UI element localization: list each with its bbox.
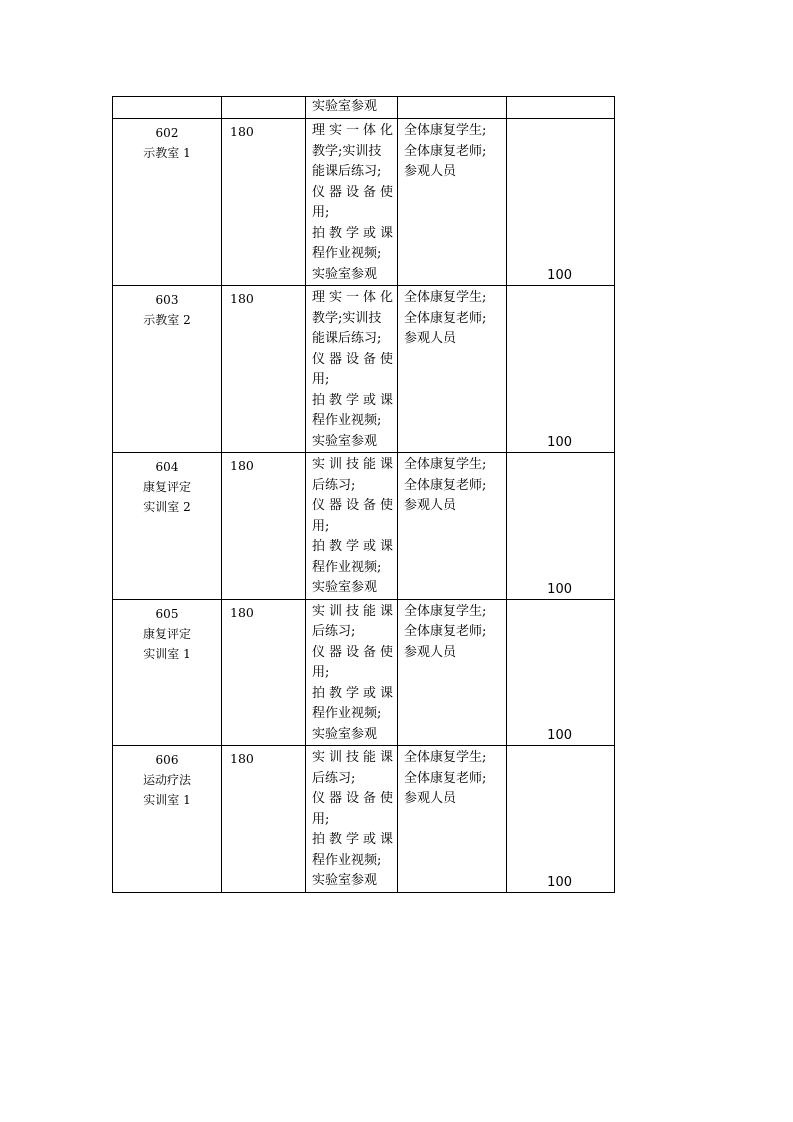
score-value: 100 <box>547 874 572 890</box>
hours-value: 180 <box>230 604 254 620</box>
content-line: 用; <box>312 372 330 387</box>
targets-cell <box>398 97 507 119</box>
room-label: 实训室 2 <box>143 500 191 514</box>
target-line: 全体康复老师; <box>404 624 487 639</box>
content-line: 后练习; <box>312 477 356 493</box>
content-line: 用; <box>312 665 330 680</box>
table-row <box>113 599 615 746</box>
room-cell <box>113 97 222 119</box>
table-body <box>113 97 615 893</box>
content-cell <box>306 453 398 600</box>
score-cell <box>507 599 615 746</box>
room-cell <box>113 119 222 286</box>
target-line: 参观人员 <box>404 164 457 179</box>
content-line: 实验室参观 <box>312 873 378 888</box>
target-line: 参观人员 <box>404 331 457 346</box>
hours-value: 180 <box>230 458 254 473</box>
content-cell <box>306 286 398 453</box>
target-line: 全体康复老师; <box>404 477 487 493</box>
content-line: 程作业视频; <box>312 852 382 868</box>
content-line: 程作业视频; <box>312 559 382 575</box>
score-cell <box>507 746 615 893</box>
target-line: 参观人员 <box>404 498 457 513</box>
room-label: 603 <box>155 293 179 307</box>
target-line: 全体康复老师; <box>404 310 487 326</box>
target-line: 全体康复老师; <box>404 770 487 786</box>
room-label: 康复评定 <box>142 480 191 494</box>
room-cell <box>113 746 222 893</box>
content-cell <box>306 746 398 893</box>
table-row <box>113 286 615 453</box>
target-line: 全体康复学生; <box>404 123 487 138</box>
content-line: 实验室参观 <box>312 266 378 282</box>
content-line: 实训技能课 <box>312 603 393 619</box>
room-label: 康复评定 <box>142 626 191 641</box>
hours-cell <box>222 746 306 893</box>
table-row-continuation <box>113 97 615 119</box>
targets-cell <box>398 746 507 893</box>
hours-cell <box>222 453 306 600</box>
content-line: 实训技能课 <box>312 457 393 472</box>
content-line: 教学;实训技 <box>312 143 382 159</box>
room-label: 605 <box>155 606 179 621</box>
content-line: 实验室参观 <box>312 433 378 449</box>
room-label: 604 <box>155 460 179 474</box>
room-label: 606 <box>155 753 179 767</box>
lab-usage-table <box>112 96 615 893</box>
content-line: 理实一体化 <box>312 123 393 138</box>
content-line: 程作业视频; <box>312 246 382 261</box>
hours-cell <box>222 97 306 119</box>
table-row <box>113 746 615 893</box>
target-line: 全体康复老师; <box>404 143 487 159</box>
hours-cell <box>222 286 306 453</box>
room-label: 示教室 1 <box>143 146 191 160</box>
content-line: 理实一体化 <box>312 290 393 305</box>
table-row <box>113 119 615 286</box>
room-cell <box>113 453 222 600</box>
score-value: 100 <box>547 268 572 283</box>
content-line: 仪器设备使 <box>312 791 393 806</box>
room-cell <box>113 286 222 453</box>
content-line: 实验室参观 <box>312 99 378 114</box>
content-line: 仪器设备使 <box>312 644 393 660</box>
target-line: 全体康复学生; <box>404 603 487 619</box>
targets-cell <box>398 453 507 600</box>
score-cell <box>507 453 615 600</box>
content-line: 程作业视频; <box>312 706 382 721</box>
content-line: 拍教学或课 <box>312 225 393 241</box>
score-value: 100 <box>547 435 572 450</box>
room-label: 实训室 1 <box>143 646 191 661</box>
target-line: 全体康复学生; <box>404 290 487 305</box>
content-line: 实验室参观 <box>312 726 378 742</box>
target-line: 参观人员 <box>404 644 457 660</box>
room-label: 示教室 2 <box>143 313 191 327</box>
content-line: 仪器设备使 <box>312 184 393 200</box>
content-line: 实验室参观 <box>312 580 378 595</box>
content-line: 能课后练习; <box>312 331 382 346</box>
target-line: 参观人员 <box>404 791 457 806</box>
content-line: 拍教学或课 <box>312 685 393 701</box>
hours-cell <box>222 119 306 286</box>
score-cell <box>507 286 615 453</box>
score-value: 100 <box>547 581 572 597</box>
content-cell <box>306 599 398 746</box>
hours-value: 180 <box>230 751 254 766</box>
content-line: 拍教学或课 <box>312 392 393 408</box>
content-line: 拍教学或课 <box>312 832 393 847</box>
room-label: 运动疗法 <box>142 773 191 787</box>
content-cell <box>306 119 398 286</box>
targets-cell <box>398 599 507 746</box>
content-cell <box>306 97 398 119</box>
room-label: 602 <box>155 126 179 140</box>
hours-cell <box>222 599 306 746</box>
targets-cell <box>398 286 507 453</box>
hours-value: 180 <box>230 124 254 139</box>
content-line: 程作业视频; <box>312 413 382 428</box>
table-row <box>113 453 615 600</box>
target-line: 全体康复学生; <box>404 457 487 472</box>
score-cell <box>507 97 615 119</box>
score-cell <box>507 119 615 286</box>
content-line: 用; <box>312 811 330 827</box>
targets-cell <box>398 119 507 286</box>
content-line: 用; <box>312 518 330 534</box>
hours-value: 180 <box>230 291 254 306</box>
content-line: 后练习; <box>312 770 356 786</box>
room-cell <box>113 599 222 746</box>
score-value: 100 <box>547 728 572 743</box>
content-line: 实训技能课 <box>312 750 393 765</box>
content-line: 教学;实训技 <box>312 310 382 326</box>
content-line: 后练习; <box>312 624 356 639</box>
content-line: 仪器设备使 <box>312 498 393 513</box>
content-line: 能课后练习; <box>312 164 382 179</box>
target-line: 全体康复学生; <box>404 750 487 765</box>
content-line: 用; <box>312 205 330 220</box>
room-label: 实训室 1 <box>143 793 191 807</box>
content-line: 仪器设备使 <box>312 351 393 367</box>
content-line: 拍教学或课 <box>312 539 393 554</box>
